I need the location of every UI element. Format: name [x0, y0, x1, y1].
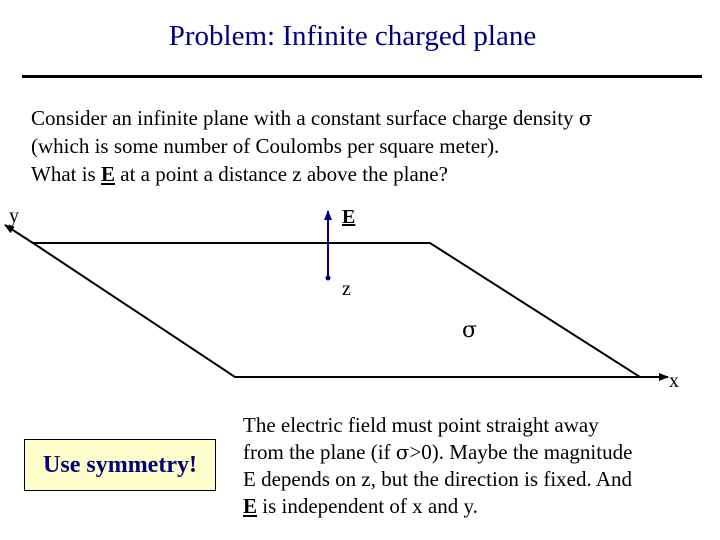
intro-line-1-text: Consider an infinite plane with a constant surface charge density [31, 106, 574, 130]
field-point-dot [326, 276, 331, 281]
x-axis-label: x [669, 370, 679, 392]
explain-line-2-pre: from the plane (if [243, 440, 396, 464]
explain-line-3: E depends on z, but the direction is fixed. And [243, 467, 633, 491]
explain-line-1: The electric field must point straight away [243, 413, 599, 437]
slide-title: Problem: Infinite charged plane [168, 20, 537, 52]
y-axis-label: y [9, 205, 19, 227]
plane-sigma-label: σ [462, 318, 478, 343]
explain-sigma-symbol: σ [395, 440, 410, 464]
charged-plane [33, 243, 640, 377]
explain-field-symbol-E: E [243, 494, 258, 518]
intro-line-3-pre: What is [31, 162, 101, 186]
use-symmetry-callout: Use symmetry! [24, 439, 216, 491]
explain-line-2-post: >0). Maybe the magnitude [409, 440, 633, 464]
explain-line-4-post: is independent of x and y. [257, 494, 478, 518]
field-symbol-E: E [100, 162, 115, 186]
z-label: z [342, 278, 351, 300]
explain-line-2 [243, 439, 713, 466]
explanation-text [243, 412, 713, 520]
sigma-symbol: σ [578, 106, 593, 130]
explain-line-4 [243, 493, 713, 520]
intro-line-2: (which is some number of Coulombs per square meter). [31, 134, 500, 158]
E-field-label: E [342, 206, 356, 228]
intro-line-3-post: at a point a distance z above the plane? [115, 162, 448, 186]
